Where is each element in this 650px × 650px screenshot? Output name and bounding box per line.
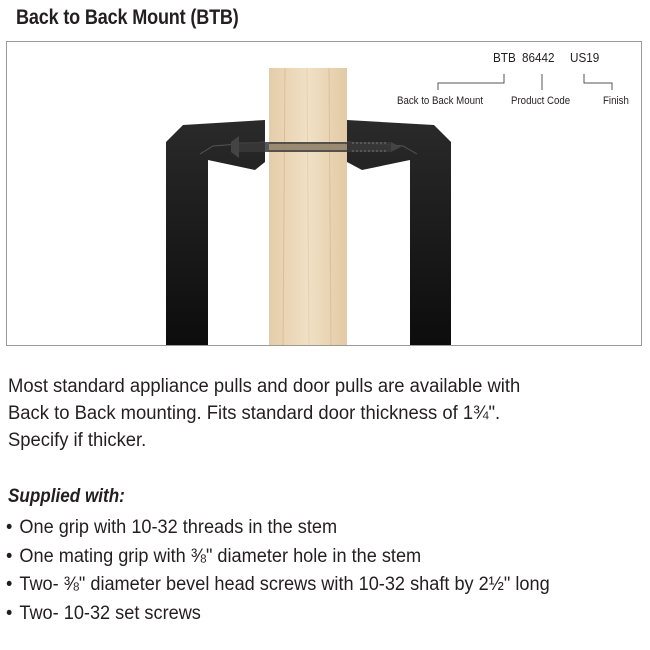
list-item bbox=[6, 600, 617, 629]
product-code-connectors bbox=[438, 74, 612, 90]
bullet-icon: • bbox=[6, 574, 13, 595]
description-line: Specify if thicker. bbox=[8, 430, 147, 451]
list-item bbox=[6, 543, 617, 572]
list-item-text: Two- ⅜" diameter bevel head screws with 10-32 shaft by 2½" long bbox=[19, 574, 550, 595]
code-product: 86442 bbox=[522, 50, 555, 65]
mount-illustration-frame bbox=[6, 41, 642, 346]
bullet-icon: • bbox=[6, 517, 13, 538]
description bbox=[8, 373, 619, 454]
code-btb: BTB bbox=[493, 50, 516, 65]
bullet-icon: • bbox=[6, 602, 13, 624]
left-pull-icon bbox=[166, 120, 265, 346]
label-finish: Finish bbox=[603, 95, 629, 107]
right-pull-icon bbox=[347, 120, 451, 346]
code-finish: US19 bbox=[570, 50, 600, 65]
description-line: Most standard appliance pulls and door pulls are available with bbox=[8, 376, 521, 397]
supplied-heading: Supplied with: bbox=[8, 486, 125, 507]
list-item-text: One mating grip with ⅜" diameter hole in the stem bbox=[19, 545, 422, 567]
list-item-text: Two- 10-32 set screws bbox=[19, 602, 201, 624]
list-item bbox=[6, 514, 617, 543]
supplied-list bbox=[6, 514, 646, 628]
page-title: Back to Back Mount (BTB) bbox=[16, 6, 239, 29]
list-item bbox=[6, 571, 617, 600]
bullet-icon: • bbox=[6, 545, 13, 567]
label-back-to-back-mount: Back to Back Mount bbox=[397, 95, 484, 107]
list-item-text: One grip with 10-32 threads in the stem bbox=[19, 517, 338, 538]
label-product-code: Product Code bbox=[511, 95, 571, 107]
door-pull-illustration-icon bbox=[7, 42, 642, 346]
description-line: Back to Back mounting. Fits standard door thickness of 1¾". bbox=[8, 403, 501, 424]
door-edge-icon bbox=[269, 68, 347, 346]
